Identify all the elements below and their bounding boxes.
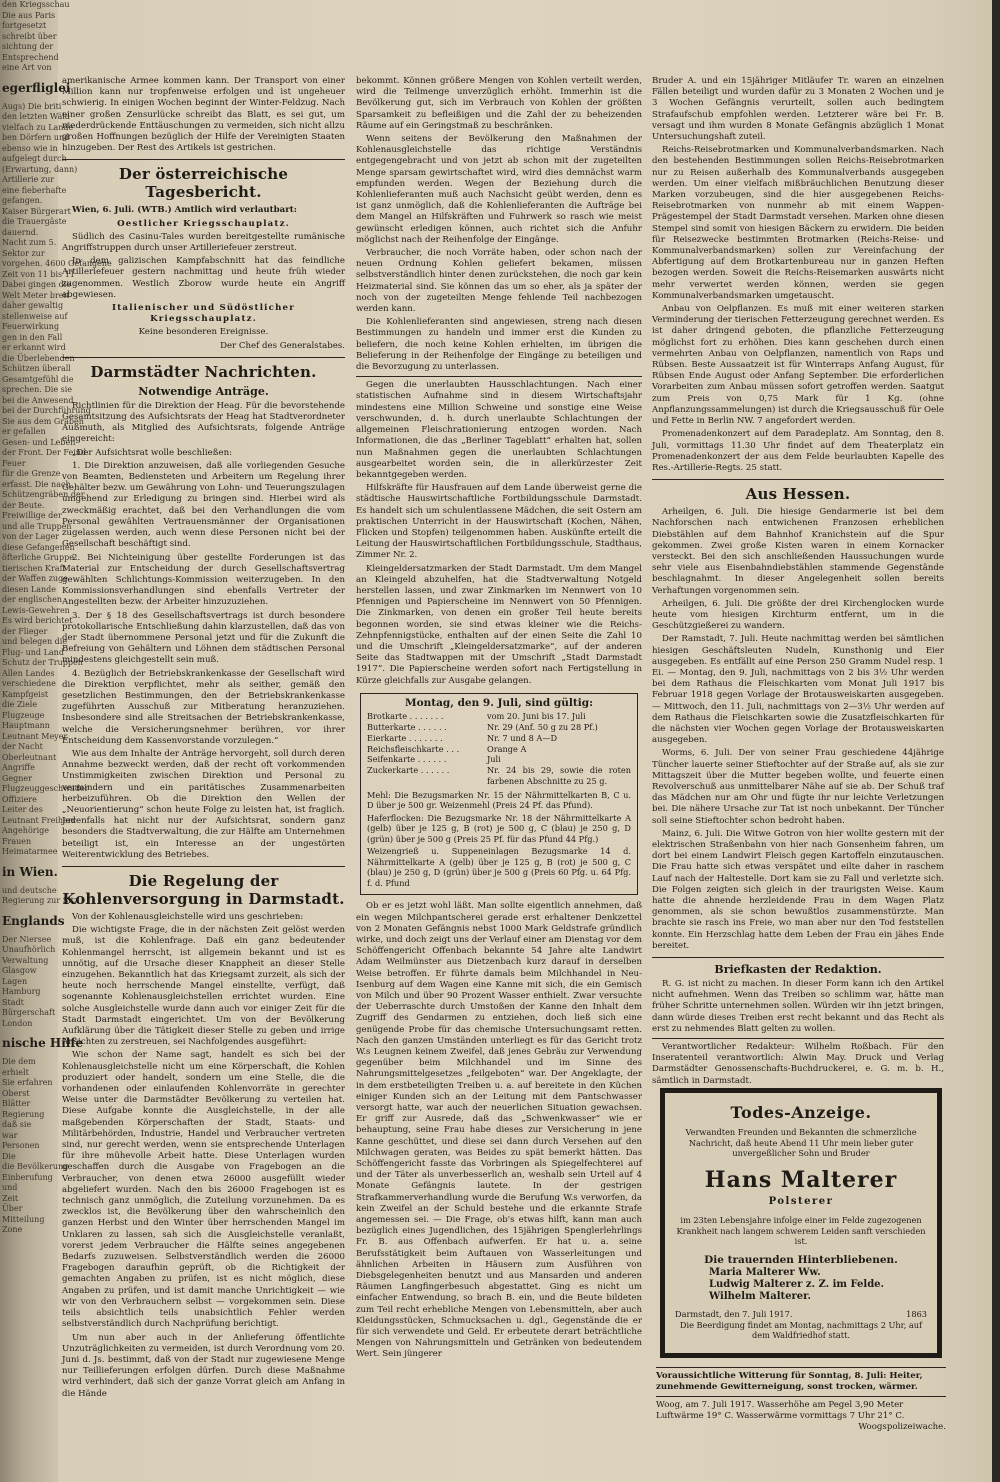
- coal-article-headline: Die Regelung der Kohlenversorgung in Darmstadt.: [62, 871, 345, 908]
- binding-line: Schutz der Truppen: [2, 658, 83, 667]
- binding-line: der Front. Der Feind: [2, 448, 87, 457]
- column-2: [356, 76, 642, 1406]
- binding-line: Nacht zum 5.: [2, 238, 57, 247]
- binding-line: Entsprechend: [2, 52, 59, 62]
- binding-line: war: [2, 1130, 18, 1140]
- coal-paragraph: Die wichtigste Frage, die in der nächsten Zeit gelöst werden muß, ist die Kohlenfrage. Daß ein ganz bedeutender Kohlenmangel herrscht, ist allgemein bekannt und ist es unnötig, auf die Ursache dieser Knappheit an dieser Stelle einzugehen. Bekanntlich hat das Kriegsamt zurzeit, als sich der heute noch herrschende Mangel einstellte, verfügt, daß sogenannte Kohlenausgleichstellen errichtet wurden. Eine solche Ausgleichstelle wurde dann auch vor einiger Zeit für die Stadt Darmstadt eingerichtet. Um von der Bevölkerung Aufklärung über die Tätigkeit dieser Stelle zu geben und irrige Ansichten zu zerstreuen, sei Nachfolgendes ausgeführt:: [62, 925, 345, 1048]
- ration-card-name: Brotkarte . . . . . . .: [367, 711, 444, 722]
- darmstadt-lead: Richtlinien für die Direktion der Heag. Für die bevorstehende Gesamtsitzung des Aufsichtsrats der Heag hat Stadtverordneter Außmuth, als Mitglied des Aufsichtsrats, folgende Anträge eingereicht:: [62, 400, 345, 445]
- letterbox-item: R. G. ist nicht zu machen. In dieser Form kann ich den Artikel nicht aufnehmen. Wenn das Treiben so schlimm war, hätte man früher Schritte unternehmen sollen. Würden wir ihn jetzt bringen, dann würde dieses Treiben erst recht bekannt und das Recht als erst zu nehmendes Blatt gelten zu wollen.: [652, 979, 944, 1034]
- binding-line: Verwaltung: [2, 955, 49, 965]
- motion-item: 2. Bei Nichteinigung über gestellte Forderungen ist das Material zur Entscheidung der durch Gesellschaftsvertrag gewählten Schlichtungs-Kommission weiterzugeben. In den Kommissionsverhandlungen sind ebenfalls Vertreter der Angestellten bezw. der Arbeiter hinzuzuziehen.: [62, 552, 345, 608]
- binding-line: Flug- und Land: [2, 647, 64, 657]
- divider: [656, 1396, 946, 1397]
- binding-heading-1: egerfliglei: [2, 80, 71, 95]
- binding-line: Freiwillige der: [2, 511, 62, 520]
- binding-line: erfasst. Die nach: [2, 479, 71, 489]
- austrian-signature: Der Chef des Generalstabes.: [220, 340, 345, 351]
- binding-lines-bottom: [0, 1057, 69, 1236]
- binding-line: dauernd.: [2, 227, 39, 237]
- binding-line: der Nacht: [2, 742, 43, 751]
- ration-card-name: Reichsfleischkarte . . .: [367, 743, 460, 754]
- hessen-item: Mainz, 6. Juli. Die Witwe Gotron von hier wollte gestern mit der elektrischen Straßenbahn von hier nach Gonsenheim fahren, um dort bei einem Landwirt Fleisch gegen Kartoffeln einzutauschen. Die Frau hatte sich etwas verspätet und eilte daher in raschem Lauf nach der Haltestelle. Dort kam sie zu Fall und verletzte sich. Die Folgen zeigten sich gleich in der traurigsten Weise. Kaum hatte die ahnende herzleidende Frau in dem Wagen Platz genommen, als sie schon bewußtlos zusammenstürzte. Man brachte sie rasch ins Freie, wo man aber nur den Tod feststellen konnte. Ein Herzschlag hatte dem Leben der Frau ein jähes Ende bereitet.: [652, 828, 944, 951]
- binding-line: Hamburg: [2, 987, 41, 996]
- binding-line: Oberleutnant: [2, 752, 57, 762]
- binding-line: Blätter: [2, 1099, 31, 1108]
- imprint: Verantwortlicher Redakteur: Wilhelm Roßbach. Für den Inseratenteil verantwortlich: Alwin May. Druck und Verlag Darmstädter Genossenschafts-Buchdruckerei, e. G. m. b. H., sämtlich in Darmstadt.: [652, 1042, 944, 1086]
- ration-row: [367, 733, 631, 744]
- ration-card-value: Juli: [487, 754, 501, 765]
- binding-line: Mitteilung: [2, 1214, 45, 1224]
- binding-line: Offiziere: [2, 794, 37, 804]
- binding-line: Flugzeuggeschwader: [2, 784, 89, 793]
- binding-line: Glasgow: [2, 966, 37, 975]
- ration-row: [367, 765, 631, 787]
- coal-paragraph: Wenn seitens der Bevölkerung den Maßnahmen der Kohlenausgleichstelle das richtige Verständnis entgegengebracht und von jetzt ab schon mit der zugeteilten Menge sparsam gewirtschaftet wird, wird dies demnächst warm empfunden werden. Wegen der Beziehung durch die Kohlenlieferanten muß auch Nachsicht geübt werden, denn es ist ganz unmöglich, daß die Kohlenlieferanten die Aufträge bei dem Mangel an Hilfskräften und Fuhrwerk so rasch wie meist gewünscht erledigen können, auch richtet sich die Anfuhr möglichst nach der Reihenfolge der Eingänge.: [356, 134, 642, 245]
- austrian-report-headline: Der österreichische Tagesbericht.: [118, 165, 289, 202]
- binding-line: Über: [2, 1204, 23, 1213]
- binding-line: daß sie: [2, 1120, 32, 1129]
- mourner: Maria Malterer Ww.: [709, 1267, 821, 1278]
- austrian-paragraph: Keine besonderen Ereignisse.: [138, 327, 269, 338]
- austrian-dateline: Wien, 6. Juli. (WTB.) Amtlich wird verlautbart:: [72, 205, 297, 216]
- binding-line: ebenso wie in: [2, 143, 58, 153]
- darmstadt-news-subheadline: Notwendige Anträge.: [138, 384, 269, 398]
- binding-line: und deutsche: [2, 885, 57, 895]
- binding-line: öfterliche Gruppe: [2, 553, 74, 562]
- binding-line: der Flieger: [2, 626, 48, 636]
- binding-line: Gesamtgefühl die: [2, 374, 74, 384]
- binding-line: die Ziele: [2, 700, 38, 709]
- ration-card-value: Nr. 24 bis 29, sowie die roten farbenen Abschnitte zu 25 g.: [487, 765, 631, 787]
- binding-line: die Bevölkerung: [2, 1162, 69, 1171]
- divider: [652, 1038, 944, 1039]
- weather-section: [656, 1364, 946, 1433]
- binding-line: Angehörige: [2, 826, 49, 835]
- ration-row: [367, 754, 631, 765]
- austrian-paragraph: In dem galizischen Kampfabschnitt hat das feindliche Artilleriefeuer gestern nachmittag und heute früh wieder zugenommen. Westlich Zborow wurde heute ein Angriff abgewiesen.: [62, 256, 345, 300]
- binding-line: Regierung: [2, 1109, 45, 1119]
- hessen-item: Worms, 6. Juli. Der von seiner Frau geschiedene 44jährige Tüncher lauerte seiner Stieftochter auf der Straße auf, als sie zur Mittagszeit über die Mutter begeben wollte, und feuerte einen Revolverschuß aus unmittelbarer Nähe auf sie ab. Der Schuß traf das Mädchen nur am Ohr und fügte ihr nur leichte Verletzungen bei. Die nähere Ursache zur Tat ist noch unbekannt. Der Tüncher soll seine Stieftochter schon bedroht haben.: [652, 748, 944, 826]
- binding-line: gen in den Fall: [2, 332, 63, 342]
- binding-line: Einberufung: [2, 1172, 53, 1182]
- motion-item: 3. Der § 18 des Gesellschaftsvertrags ist durch besondere protokollarische Entschließung dahin klarzustellen, daß das von der Stadt übernommene Personal jetzt und für die Zukunft die Befreiung von Gehältern und Löhnen dem städtischen Personal mindestens gleichgestellt sein muß.: [62, 610, 345, 666]
- ration-row: [367, 744, 631, 755]
- news-item-travel-bread: Reichs-Reisebrotmarken und Kommunalverbandsmarken. Nach den bestehenden Bestimmungen sollen Reichs-Reisebrotmarken nur zu Reisen außerhalb des Kommunalverbands ausgegeben werden. Um einer vielfach mißbräuchlichen Benutzung dieser Marken vorzubeugen, sind die hier ausgegebenen Reichs-Reisebrotmarken von nunmehr ab mit einem Wappen-Prägestempel der Stadt Darmstadt versehen. Marken ohne diesen Stempel sind somit von hiesigen Bäckern zu erwidern. Die beiden für Reisezwecke bestimmten Brotmarken (Reichs-Reise- und Kommunalverbandsmarken) sollen zur Vereinfachung der Abfertigung auf dem Brotkartenbureau nur in ganzen Heften bezogen werden. Soweit die Reichs-Reisemarken auswärts nicht mehr verwertet werden können, werden sie gegen Kommunalverbandsmarken umgetauscht.: [652, 145, 944, 301]
- divider: [62, 159, 345, 160]
- darmstadt-quote: „Der Aufsichtsrat wolle beschließen:: [72, 447, 233, 458]
- ration-card-name: Zuckerkarte . . . . . .: [367, 765, 450, 776]
- binding-line: bei die Anwesend: [2, 395, 74, 405]
- binding-line: sprechen. Die sie: [2, 385, 73, 394]
- binding-lines-top: [0, 0, 70, 74]
- binding-line: von der Lager: [2, 532, 60, 541]
- binding-line: Die dem: [2, 1057, 36, 1066]
- binding-line: Regierung zur Sitz: [2, 896, 79, 905]
- binding-line: Feuerwirkung: [2, 322, 60, 331]
- divider: [656, 1367, 946, 1368]
- darmstadt-paragraph: Wie aus dem Inhalte der Anträge hervorgeht, soll durch deren Annahme bezweckt werden, daß der recht oft vorkommenden Unstimmigkeiten zwischen Direktion und Personal zu vermindern und ein paritätisches Zusammenarbeiten herbeizuführen. Ob die Direktion den Wellen der „Neuorientierung“ schon heute Folge zu leisten hat, ist fraglich. Jedenfalls hat nicht nur der Aufsichtsrat, sondern ganz besonders die Stadtverwaltung, die zur Hälfte am Unternehmen beteiligt ist, ein Interesse an der ungestörten Weiterentwicklung des Betriebes.: [62, 748, 345, 860]
- binding-line: eine fieberhafte: [2, 185, 67, 195]
- coal-paragraph: Verbraucher, die noch Vorräte haben, oder schon nach der neuen Ordnung Kohlen geliefert bekamen, müssen selbstverständlich hinter denen zurückstehen, die noch gar kein Heizmaterial sind. Sie können das um so eher, als ja später der noch von der zugeteilten Menge fehlende Teil nachbezogen werden kann.: [356, 248, 642, 315]
- binding-line: (Erwartung, dann): [2, 164, 78, 174]
- binding-line: erhielt: [2, 1067, 29, 1077]
- binding-line: Gesen- und Leben: [2, 437, 76, 447]
- page-edge-shadow: [992, 0, 1000, 1482]
- binding-heading-2: in Wien.: [2, 864, 58, 879]
- binding-line: Oberst: [2, 1088, 30, 1098]
- binding-line: Die aus Paris: [2, 10, 56, 20]
- death-notice-ref: 1863: [906, 1309, 927, 1319]
- binding-line: Kampfgeist: [2, 689, 49, 699]
- binding-line: Heimatarmee: [2, 847, 58, 856]
- hessen-item: Der Ramstadt, 7. Juli. Heute nachmittag werden bei sämtlichen hiesigen Geschäftsleuten Nudeln, Kunsthonig und Eier ausgegeben. Es entfällt auf eine Person 250 Gramm Nudel resp. 1 Ei. — Montag, den 9. Juli, nachmittags von 2 bis 3½ Uhr werden bei dem Rathaus die Fleischkarten vom Monat Juli 1917 bis Februar 1918 gegen Vorlage der Brotausweiskarten ausgegeben. — Mittwoch, den 11. Juli, nachmittags von 2—3½ Uhr werden auf dem Rathaus die Fleischkarten sowie die Zusatzfleischkarten für die nächsten vier Wochen gegen Vorlage der Brotausweiskarten ausgegeben.: [652, 634, 944, 746]
- binding-line: Dabei gingen die: [2, 280, 71, 289]
- news-item-helpers: Hilfskräfte für Hausfrauen auf dem Lande überweist gerne die städtische Hauswirtschaftliche Fortbildungsschule Darmstadt. Es handelt sich um schulentlassene Mädchen, die seit Ostern am praktischen Unterricht in der Hauswirtschaft (Kochen, Nähen, Flicken und Stopfen) teilgenommen haben. Auskünfte erteilt die Leitung der Hauswirtschaftlichen Fortbildungsschule, Stadthaus, Zimmer Nr. 2.: [356, 483, 642, 561]
- binding-line: Sie erfahren: [2, 1078, 53, 1087]
- front-heading-east: Oestlicher Kriegsschauplatz.: [117, 218, 290, 229]
- coal-paragraph: Von der Kohlenausgleichstelle wird uns geschrieben:: [72, 911, 304, 922]
- binding-line: gefangen.: [2, 196, 43, 205]
- motion-item: 1. Die Direktion anzuweisen, daß alle vorliegenden Gesuche von Beamten, Bediensteten und Arbeitern um Regelung ihrer Gehälter bezw. um Gewährung von Lohn- und Teuerungszulagen umgehend zur Erledigung zu bringen sind. Hierbei wird als zweckmäßig erachtet, daß bei den Verhandlungen die vom Personal gewählten Vertrauensmänner der Organisationen zugelassen werden, auch wenn diese Personen nicht bei der Gesellschaft beschäftigt sind.: [62, 460, 345, 550]
- binding-line: Sie aus dem Graben: [2, 416, 84, 426]
- binding-line: daher gewaltig: [2, 301, 64, 310]
- ration-card-name: Eierkarte . . . . . . .: [367, 732, 443, 743]
- news-item-concert: Promenadenkonzert auf dem Paradeplatz. Am Sonntag, den 8. Juli, vormittags 11.30 Uhr findet auf dem Theaterplatz ein Promenadenkonzert der aus dem Felde beurlaubten Kapelle des Res.-Artillerie-Regts. 25 statt.: [652, 429, 944, 473]
- binding-line: Kaiser Bürgerart: [2, 206, 71, 216]
- binding-line: Zone: [2, 1225, 23, 1234]
- binding-lines-mid1: [0, 101, 112, 281]
- ration-box-title: Montag, den 9. Juli, sind gültig:: [405, 696, 593, 709]
- binding-line: London: [2, 1018, 33, 1028]
- letterbox-headline: Briefkasten der Redaktion.: [714, 963, 882, 977]
- binding-line: der Waffen zuge: [2, 574, 68, 583]
- binding-line: diesen Lande: [2, 584, 57, 594]
- binding-line: Bürgerschaft: [2, 1008, 56, 1017]
- binding-line: Stadt: [2, 997, 24, 1007]
- binding-line: bei der Durchführung: [2, 406, 91, 415]
- death-notice-detail: im 23ten Lebensjahre infolge einer im Felde zugezogenen Krankheit nach langem schwerem Leiden sanft verschieden ist.: [676, 1215, 926, 1246]
- binding-line: und: [2, 1183, 18, 1192]
- death-notice-title: Todes-Anzeige.: [730, 1103, 872, 1122]
- coal-paragraph: bekommt. Können größere Mengen von Kohlen verteilt werden, wird die Teilmenge unverzüglich erhöht. Immerhin ist die Bevölkerung gut, sich im Verbrauch von Kohlen der größten Sparsamkeit zu befleißigen und die Zahl der zu beheizenden Räume auf ein Geringstmaß zu beschränken.: [356, 76, 642, 131]
- water-gauge: Woog, am 7. Juli 1917. Wasserhöhe am Pegel 3,90 Meter Luftwärme 19° C. Wasserwärme vormittags 7 Uhr 21° C.: [656, 1400, 905, 1421]
- binding-line: Leutnant Freiherr: [2, 815, 76, 825]
- ration-note: Weizengrieß u. Suppeneinlagen Bezugsmarke 14 d. Nährmittelkarte A (gelb) über je 125 g, B (rot) je 500 g, C (blau) je 250 g, D (grün) über je 500 g (Preis 60 Pfg. u. 64 Pfg. f. d. Pfund: [367, 846, 631, 888]
- news-item-milk-fraud: Ob er es jetzt wohl läßt. Man sollte eigentlich annehmen, daß ein wegen Milchpantscherei gerade erst erhaltener Denkzettel von 2 Monaten Gefängnis nebst 1000 Mark Geldstrafe gründlich wirke, und doch zeigt uns der Verlauf einer am Dienstag vor dem Schöffengericht Offenbach bekannte 54 Jahre alte Landwirt Adam Weilmünster aus Dietzenbach kurz darauf in derselben Weise betroffen. Er führte damals beim Milchhandel in Neu-Isenburg auf dem Wagen eine Kanne mit sich, die ein Gemisch von Milch und über 90 Prozent Wasser enthielt. Zwar versuchte der Ueberraschte durch Umstoßen der Kanne den Inhalt dem Zugriff des Gendarmen zu entziehen, doch ließ sich eine genügende Probe für das chemische Untersuchungsamt retten. Nach den ganzen Umständen unterliegt es für das Gericht trotz W.s Leugnen keinem Zweifel, daß jenes Gebräu zur Verwendung gegenüber beim Milchhandel und im Sinne des Nahrungsmittelgesetzes „feilgeboten“ war. Der Angeklagte, der in dem erstbeteiligten Treiben u. a. auf bereitete in den Küchen einiger Kunden sich an der Leitung mit dem Pantschwasser versorgt hatte, war auch der neuerlichen Situation gewachsen. Er griff zur Ausrede, daß das „Schwenkwasser“ wie er behauptung, seine Frau habe dieses zur Versicherung in jene Kanne geschüttet, und diese sei dann durch Versehen auf den Milchwagen geraten, was Beides zu spät bemerkt hätten. Das Schöffengericht fasste das Vorbringen als Spiegelfechterei auf und der Täter als unverbesserlich an, weshalb sein Urteil auf 4 Monate Gefängnis lautete. In der gestrigen Strafkammerverhandlung wurde die Berufung W.s verworfen, da kein Zweifel an der Schuld bestehe und die erkannte Strafe angemessen sei. — Die Frage, ob's etwas hilft, kann man auch bezüglich eines Jugendlichen, des 15jährigen Spenglerlehrlings Fr. B. aus Offenbach aufwerfen. Er hat u. a. seine Berufsstätigkeit beim Auftauen von Wasserleitungen und ähnlichen Arbeiten in Häusern zum Ausführen von Diebsgelegenheiten benutzt und aus Mansarden und anderen Räumen Langfingerbesuch abgestattet. Ging es nicht um einfacher Entwendung, so brach B. ein, und die Beute bildeten zum Teil recht erhebliche Mengen von Lebensmitteln, aber auch Kleidungsstücken, Schmucksachen u. dgl., Gegenstände die er für sich verwendete und Geld. Er erbeutete derart beträchtliche Mengen von Nahrungsmitteln und Getränken von bedeutendem Wert. Sein jüngerer: [356, 901, 642, 1360]
- article-continuation: amerikanische Armee kommen kann. Der Transport von einer Million kann nur tropfenweise erfolgen und ist ungeheuer schwierig. In einigen Wochen beginnt der Winter-Feldzug. Nach einer großen Zensurlücke schreibt das Blatt, es sei gut, um niederdrückende Enttäuschungen zu vermeiden, sich nicht allzu großen Hoffnungen bezüglich der Hilfe der Vereinigten Staaten hinzugeben. Der Rest des Artikels ist gestrichen.: [62, 76, 345, 154]
- hessen-headline: Aus Hessen.: [745, 485, 851, 504]
- binding-heading-3: Englands: [2, 913, 65, 928]
- deceased-name: Hans Malterer: [704, 1166, 898, 1193]
- mourners-heading: Die trauernden Hinterbliebenen.: [704, 1253, 898, 1266]
- binding-line: Schützengräben der: [2, 490, 85, 499]
- coal-paragraph: Wie schon der Name sagt, handelt es sich bei der Kohlenausgleichstelle nicht um eine Körperschaft, die Kohlen produziert oder handelt, sondern um eine Stelle, die die vorhandenen oder einlaufenden Kohlenvorräte in gerechter Weise unter die Darmstädter Bevölkerung zu verteilen hat. Diese Aufgabe konnte die Ausgleichstelle, in der alle maßgebenden Körperschaften der Stadt, Staats- und Militärbehörden, Industrie, Handel und Verbraucher vertreten sind, nur gerecht werden, wenn sie entsprechende Unterlagen für ihre mühevolle Arbeit hatte. Diese Unterlagen wurden geschaffen durch die Ausgabe von Fragebogen an die Verbraucher, von denen etwa 26000 ausgefüllt wieder abgeliefert wurden. Nach den bis 26000 Fragebogen ist es technisch ganz unmöglich, die Zuteilung vorzunehmen. Da es zwecklos ist, die Bevölkerung über den wahrscheinlich den ganzen Herbst und den Winter über herrschenden Mangel im Unklaren zu lassen, sah sich die Ausgleichstelle veranlaßt, vorerst jedem Verbraucher die Hälfte seines angegebenen Bedarfs zuzuweisen. Selbstverständlich werden die 26000 Fragebogen daraufhin geprüft, ob die Richtigkeit der gemachten Angaben zu prüfen, ist es nicht möglich, diese Angaben zu prüfen, und ist damit manche Unrichtigkeit — wie wir von den Verbrauchern selbst — vorgekommen sein. Diese teils absichtlich teils unabsichtlich Fehler werden selbstverständlich durch Nachprüfung berichtigt.: [62, 1050, 345, 1330]
- binding-line: und belegen die: [2, 637, 68, 646]
- binding-line: eine Art von: [2, 63, 52, 72]
- binding-line: stellenweise auf: [2, 311, 68, 321]
- divider: [62, 866, 345, 867]
- motion-item: 4. Bezüglich der Betriebskrankenkasse der Gesellschaft wird die Direktion verpflichtet, mehr als seither, gemäß den gesetzlichen Bestimmungen, den der Betriebskrankenkasse zugeführten Ausschuß zur Mitberatung heranzuziehen. Insbesondere sind alle Streitsachen der Betriebskrankenkasse, welche die Versicherungsnehmer berühren, vor ihrer Entscheidung dem Kassenvorstande vorzulegen.“: [62, 668, 345, 746]
- darmstadt-news-headline: Darmstädter Nachrichten.: [90, 362, 317, 381]
- news-item-small-change: Kleingeldersatzmarken der Stadt Darmstadt. Um dem Mangel an Kleingeld abzuhelfen, hat die Stadtverwaltung Notgeld herstellen lassen, und zwar Zinkmarken im Nennwert von 10 Pfennigen und Papierscheine im Nennwert von 50 Pfennigen. Die Zinkmarken, von denen ein großer Teil heute bereits begonnen worden, sie sind etwas kleiner wie die Reichs-Zehnpfennigstücke, enthalten auf der einen Seite die Zahl 10 und die Umschrift „Kleingeldersatzmarke“, auf der anderen Seite das Stadtwappen mit der Umschrift „Stadt Darmstadt 1917“. Die Papierscheine werden sofort nach Fertigstellung in Kürze gleichfalls zur Ausgabe gelangen.: [356, 563, 642, 686]
- binding-line: Es wird berichtet: [2, 616, 73, 625]
- death-notice: [660, 1088, 942, 1358]
- funeral-info: Die Beerdigung findet am Montag, nachmittags 2 Uhr, auf dem Waldfriedhof statt.: [679, 1319, 923, 1340]
- binding-line: tierischen Kraft: [2, 563, 66, 573]
- death-notice-dateline: [675, 1309, 927, 1320]
- ration-card-value: vom 20. Juni bis 17. Juli: [487, 711, 586, 722]
- ration-card-value: Nr. 7 und 8 A—D: [487, 732, 558, 743]
- column-1: [62, 76, 345, 1446]
- binding-line: vorgehen. 4600 Gefangene: [2, 259, 112, 268]
- binding-lines-mid3: [0, 626, 89, 858]
- adjacent-page-fragment: [0, 0, 112, 1482]
- binding-line: Gegner: [2, 773, 32, 783]
- binding-lines-mid4: [0, 885, 79, 907]
- binding-line: Leiter des: [2, 805, 43, 814]
- news-item-oil-plants: Anbau von Oelpflanzen. Es muß mit einer weiteren starken Verminderung der tierischen Fetterzeugung gerechnet werden. Es ist daher dringend geboten, die pflanzliche Fetterzeugung möglichst fort zu erhöhen. Dies kann geschehen durch einen vermehrten Anbau von Oelpflanzen, namentlich von Raps und Rübsen. Beste Aussaatzeit ist für Winterraps Anfang August, für Rübsen Ende August oder Anfang September. Die erforderlichen Vorarbeiten zum Anbau müssen sofort getroffen werden. Saatgut zum Preis von 0,75 Mark für 1 Kg. (ohne Anpflanzungssammelungen) ist durch die Kriegsausschuß für Oele und Fette in Berlin NW. 7 angefordert werden.: [652, 304, 944, 427]
- binding-lines-mid5: [0, 935, 58, 1030]
- ration-note: Haferflocken: Die Bezugsmarke Nr. 18 der Nährmittelkarte A (gelb) über je 125 g, B (rot) je 500 g, C (blau) je 250 g, D (grün) über je 500 g (Preis 25 Pf. für das Pfund 44 Pfg.): [367, 812, 631, 844]
- binding-line: Die: [2, 1151, 16, 1161]
- binding-line: Allen Landes: [2, 668, 55, 678]
- hessen-item: Arheilgen, 6. Juli. Die größte der drei Kirchenglocken wurde heute vom hiesigen Kirchturm entfernt, um in die Geschützgießerei zu wandern.: [652, 598, 944, 632]
- binding-line: für die Grenze: [2, 469, 61, 478]
- ration-card-box: [360, 693, 638, 896]
- gauge-signature: Woogspolizeiwache.: [858, 1422, 946, 1432]
- mourner: Wilhelm Malterer.: [709, 1291, 811, 1302]
- binding-line: Augs) Die briti: [2, 101, 62, 111]
- ration-row: [367, 722, 631, 733]
- binding-line: Angriffe: [2, 763, 35, 772]
- divider: [356, 376, 642, 377]
- binding-heading-4: nische Hilfe: [2, 1036, 84, 1050]
- binding-line: die Überlebenden: [2, 353, 75, 363]
- binding-line: schreibt über: [2, 31, 57, 41]
- binding-line: Artillerie zur: [2, 175, 55, 184]
- binding-line: Personen: [2, 1141, 40, 1150]
- coal-paragraph: Die Kohlenlieferanten sind angewiesen, streng nach diesen Bestimmungen zu handeln und immer erst die Kunden zu beliefern, die noch keine Kohlen erhielten, im übrigen die Belieferung in der Reihenfolge der Eingänge zu beteiligen und die Bevorzugung zu unterlassen.: [356, 317, 642, 373]
- binding-line: ben Dörfern und: [2, 133, 70, 142]
- binding-line: Leutnant Meyer: [2, 731, 68, 741]
- ration-card-value: Nr. 29 (Anf. 50 g zu 28 Pf.): [487, 722, 598, 733]
- mourner: Ludwig Malterer z. Z. im Felde.: [709, 1279, 885, 1290]
- death-notice-intro: Verwandten Freunden und Bekannten die schmerzliche Nachricht, daß heute Abend 11 Uhr mein lieber guter unvergeßlicher Sohn und Bruder: [685, 1127, 917, 1158]
- hessen-item: Arheilgen, 6. Juli. Die hiesige Gendarmerie ist bei dem Nachforschen nach entwichenen Franzosen erheblichen Diebstählen auf dem Bahnhof Kranichstein auf die Spur gekommen. Zwei große Kisten waren in einem Kornacker versteckt. Bei den sich anschließenden Haussuchungen wurde sehr viele aus Eisenbahndiebstählen stammende Gegenstände beschlagnahmt. In dieser Angelegenheit sollen bereits Verhaftungen vorgenommen sein.: [652, 507, 944, 596]
- divider: [652, 957, 944, 958]
- binding-line: und alle Truppen: [2, 521, 72, 531]
- binding-line: er erkannt wird: [2, 343, 66, 352]
- binding-line: vielfach zu Lande: [2, 122, 74, 132]
- binding-line: er gefallen: [2, 427, 46, 436]
- binding-line: aufgelegt durch: [2, 154, 67, 163]
- front-heading-italy: Italienischer und Südöstlicher Kriegsschauplatz.: [112, 303, 295, 325]
- deceased-occupation: Polsterer: [768, 1195, 834, 1207]
- binding-line: Hauptmann: [2, 721, 50, 730]
- binding-line: die Trauergäste: [2, 217, 67, 226]
- coal-paragraph: Um nun aber auch in der Anlieferung öffentlichte Unzuträglichkeiten zu vermeiden, ist durch Verordnung vom 20. Juni d. Js. bestimmt, daß von der Stadt nur zugewiesene Menge nur Teillieferungen erfolgen dürfen. Durch diese Maßnahme wird verhindert, daß sich der ganze Vorrat gleich am Anfang in die Hände: [62, 1332, 345, 1399]
- binding-line: Frauen: [2, 836, 32, 846]
- binding-line: diese Gefangenen: [2, 542, 75, 552]
- binding-line: verschiedene: [2, 679, 56, 688]
- binding-line: den letzten Wäld: [2, 112, 70, 121]
- death-notice-place-date: Darmstadt, den 7. Juli 1917.: [675, 1309, 793, 1319]
- binding-line: Schützen überall: [2, 364, 71, 373]
- binding-line: Unaufhörlich: [2, 945, 56, 954]
- binding-line: Zeit von 11 bis 11: [2, 269, 75, 279]
- binding-line: fortgesetzt: [2, 21, 47, 30]
- binding-line: Lewis-Gewehren: [2, 605, 70, 615]
- ration-card-name: Butterkarte . . . . . .: [367, 722, 447, 733]
- binding-line: Flugzeuge: [2, 710, 45, 720]
- binding-line: der englischen: [2, 595, 62, 604]
- court-paragraph: Bruder A. und ein 15jähriger Mitläufer Tr. waren an einzelnen Fällen beteiligt und wurden dafür zu 3 Monaten 2 Wochen und je 3 Wochen Gefängnis verurteilt, sollen auch bedingtem Strafaufschub empfohlen werden. Letzterer wäre bei Fr. B. versagt und ihm wurden 8 Monate Gefängnis abzüglich 1 Monat Untersuchungshaft zuteil.: [652, 76, 944, 143]
- binding-line: Sektor zur: [2, 248, 45, 258]
- binding-line: sichtung der: [2, 42, 54, 51]
- divider: [652, 479, 944, 480]
- binding-line: Zeit: [2, 1193, 19, 1203]
- binding-line: Lagen: [2, 976, 28, 986]
- binding-lines-mid2: [0, 280, 91, 627]
- ration-note: Mehl: Die Bezugsmarken Nr. 15 der Nährmittelkarten B, C u. D über je 500 gr. Weizenmehl (Preis 24 Pf. das Pfund).: [367, 789, 631, 811]
- binding-line: Welt Meter breit: [2, 290, 70, 300]
- binding-line: Feuer: [2, 458, 26, 468]
- ration-row: [367, 711, 631, 722]
- ration-card-name: Seifenkarte . . . . . .: [367, 754, 447, 765]
- binding-line: der Beute.: [2, 500, 45, 510]
- weather-forecast: Voraussichtliche Witterung für Sonntag, 8. Juli: Heiter, zunehmende Gewitterneigung, sonst trocken, wärmer.: [656, 1371, 923, 1392]
- binding-line: den Kriegsschau: [2, 0, 70, 9]
- divider: [62, 357, 345, 358]
- binding-line: Der Niersee: [2, 934, 52, 944]
- austrian-paragraph: Südlich des Casinu-Tales wurden bereitgestellte rumänische Angriffstruppen durch unser Artilleriefeuer zerstreut.: [62, 231, 345, 254]
- ration-card-value: Orange A: [487, 743, 527, 754]
- news-item-slaughter: Gegen die unerlaubten Hausschlachtungen. Nach einer statistischen Aufnahme sind in diesem Wirtschaftsjahr mindestens eine Million Schweine und sonstige eine Weise verschwunden, d. h. durch unerlaubte Schlachtungen der allgemeinen Fleischrationierung entzogen worden. Nach Informationen, die das „Berliner Tageblatt“ erhalten hat, sollen nun Maßnahmen gegen die unerlaubten Schlachtungen ausgearbeitet worden sein, die in allerkürzester Zeit bekanntgegeben werden.: [356, 380, 642, 480]
